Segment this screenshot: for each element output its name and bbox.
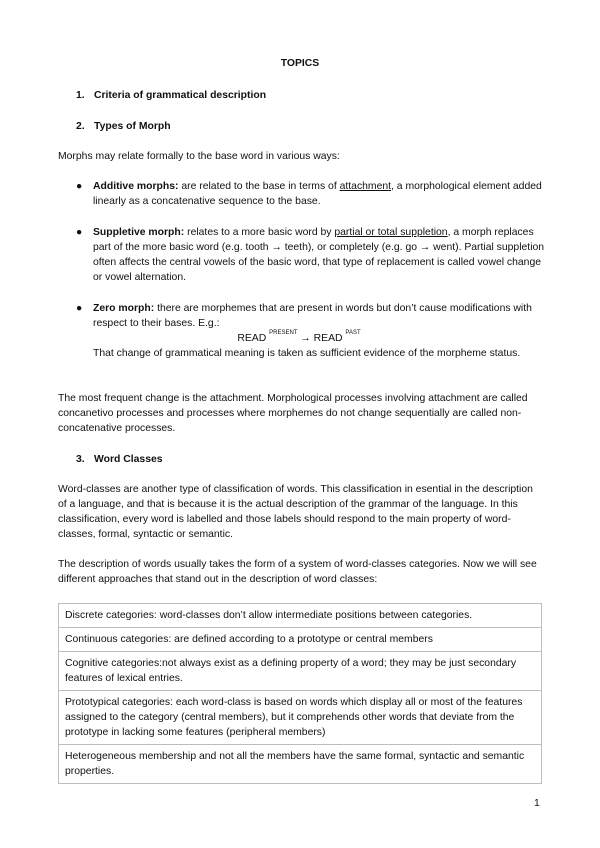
page-number: 1 — [534, 798, 540, 809]
table-cell: Continuous categories: are defined according to a prototype or central members — [59, 628, 542, 652]
section-heading-3 — [76, 452, 163, 467]
bullet-text: , a morph replaces part of the more basic word (e.g. tooth → teeth), or completely (e.g. go → went). Partial suppletion often affects the central vowels of the basic word, that type of replacement is called vowel change or vowel alternation. — [93, 227, 545, 283]
bullet-dot-icon: ● — [76, 227, 83, 238]
table-row — [59, 604, 542, 628]
formula-arrow: → — [297, 333, 314, 344]
section-label: Word Classes — [94, 454, 163, 465]
table-row — [59, 628, 542, 652]
formula-superscript: PAST — [345, 330, 361, 336]
bullet-term: Additive morphs: — [93, 181, 179, 192]
bullet-text: are related to the base in terms of — [178, 181, 340, 192]
attachment-link[interactable]: attachment — [339, 181, 392, 192]
word-class-approaches-table — [58, 603, 542, 784]
table-cell: Heterogeneous membership and not all the members have the same formal, syntactic and semantic properties. — [59, 745, 542, 784]
bullet-text: relates to a more basic word by — [184, 227, 335, 238]
section-number: 2. — [76, 121, 85, 132]
bullet-text: That change of grammatical meaning is taken as sufficient evidence of the morpheme status. — [93, 348, 521, 359]
table-row — [59, 745, 542, 784]
morph-intro: Morphs may relate formally to the base word in various ways: — [58, 151, 340, 162]
table-cell: Prototypical categories: each word-class is based on words which display all or most of the features assigned to the category (central members), but it comprehends other words that deviate from the prototype in lacking some features (peripheral members) — [59, 691, 542, 745]
bullet-additive-morphs — [76, 179, 545, 209]
section-label: Criteria of grammatical description — [94, 90, 267, 101]
bullet-term: Suppletive morph: — [93, 227, 185, 238]
formula-read: READ — [313, 333, 343, 344]
section-heading-2 — [76, 119, 171, 134]
page-title: TOPICS — [280, 58, 320, 69]
bullet-zero-morph — [76, 301, 545, 361]
table-row — [59, 691, 542, 745]
word-classes-paragraph-1: Word-classes are another type of classification of words. This classification in esential in the description of a language, and that is because it is the actual description of the grammar of the language. In this classification, every word is labelled and those labels should respond to the main property of word-classes, formal, syntactic or semantic. — [58, 484, 533, 540]
attachment-paragraph: The most frequent change is the attachment. Morphological processes involving attachment are called concanetivo processes and processes where morphemes do not change sequentially are called non-concatenative processes. — [58, 393, 528, 434]
table-cell: Discrete categories: word-classes don’t allow intermediate positions between categories. — [59, 604, 542, 628]
section-label: Types of Morph — [94, 121, 171, 132]
word-classes-paragraph-2: The description of words usually takes the form of a system of word-classes categories. Now we will see different approaches that stand out in the description of word classes: — [58, 559, 537, 585]
section-number: 3. — [76, 454, 85, 465]
formula-superscript: PRESENT — [269, 330, 298, 336]
section-number: 1. — [76, 90, 85, 101]
formula-read: READ — [237, 333, 267, 344]
bullet-text: there are morphemes that are present in words but don’t cause modifications with respect to their bases. E.g.: — [93, 303, 532, 329]
zero-morph-formula — [53, 331, 545, 346]
bullet-text: , a morphological element added linearly as a concatenative sequence to the base. — [93, 181, 542, 207]
bullet-suppletive-morph — [76, 225, 545, 285]
section-heading-1 — [76, 88, 266, 103]
bullet-term: Zero morph: — [93, 303, 155, 314]
bullet-dot-icon: ● — [76, 181, 83, 192]
table-cell: Cognitive categories:not always exist as a defining property of a word; they may be just secondary features of lexical entries. — [59, 652, 542, 691]
suppletion-link[interactable]: partial or total suppletion — [334, 227, 448, 238]
table-row — [59, 652, 542, 691]
bullet-dot-icon: ● — [76, 303, 83, 314]
